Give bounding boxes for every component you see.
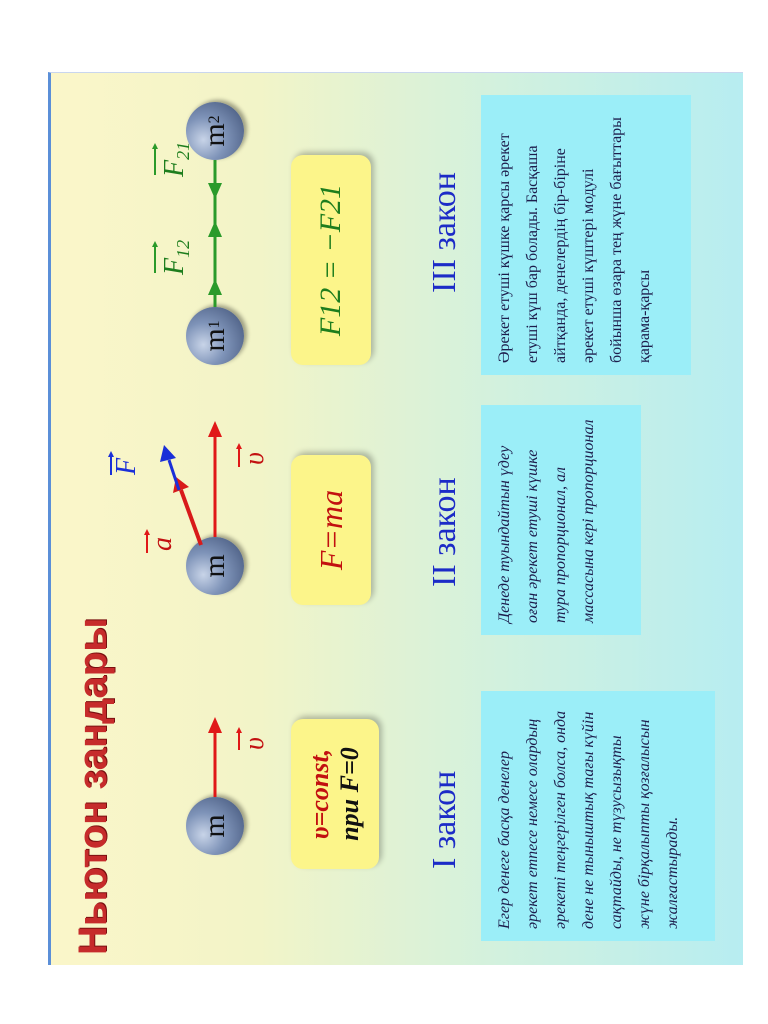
force-label-second: F bbox=[111, 457, 142, 475]
slide-stage bbox=[51, 73, 743, 965]
slide bbox=[48, 72, 743, 965]
formula-first-line1: υ=const, bbox=[305, 748, 334, 840]
velocity-label-second: υ bbox=[239, 452, 270, 465]
law-label-first: I закон bbox=[426, 770, 463, 869]
mass-label-third-2: m bbox=[198, 123, 231, 147]
acceleration-label: a bbox=[147, 537, 178, 551]
law-text-third: Әрекет етуші күшке қарсы әрекет етуші күш бар болады. Басқаша айтқанда, денелердің бір-біріне әрекет етуші күштері модулі бойынша өзара тең жүне бағыттары қарама-қарсы bbox=[481, 95, 691, 375]
law-text-first: Егер денеге басқа денелер әрекет етпесе немесе олардың әрекеті теңгерілген болса, онда дене не тыныштық тағы күйін сақтайды, не түзусызықты жүне бірқалыпты қозғалысын жалғастырады. bbox=[481, 691, 715, 941]
formula-first-line2: при F=0 bbox=[335, 747, 364, 841]
formula-second-text: F=ma bbox=[312, 489, 349, 571]
mass-label-second: m bbox=[198, 554, 231, 578]
arrow-f21 bbox=[208, 183, 222, 199]
law-text-second: Денеде туындайтын үдеу оған әрекет етуші күшке тура пропорционал, ал массасына кері пропорционал bbox=[481, 405, 641, 635]
mass-label-third-1: m bbox=[198, 328, 231, 352]
law-label-third: III закон bbox=[426, 172, 463, 293]
mass-label-first: m bbox=[198, 814, 231, 838]
slide-title: Ньютон зандары bbox=[71, 617, 115, 955]
velocity-label-first: υ bbox=[239, 737, 270, 750]
force-label-f12: $F_{12}$ bbox=[159, 239, 193, 275]
law-label-second: II закон bbox=[426, 477, 463, 587]
force-label-f21: $F_{21}$ bbox=[159, 141, 193, 177]
mass-sub-third-2: 2 bbox=[206, 115, 223, 124]
arrow-f12 bbox=[208, 279, 222, 295]
formula-third-text: F12 = −F21 bbox=[314, 183, 347, 337]
formula-third bbox=[291, 155, 371, 365]
mass-sub-third-1: 1 bbox=[206, 320, 223, 329]
